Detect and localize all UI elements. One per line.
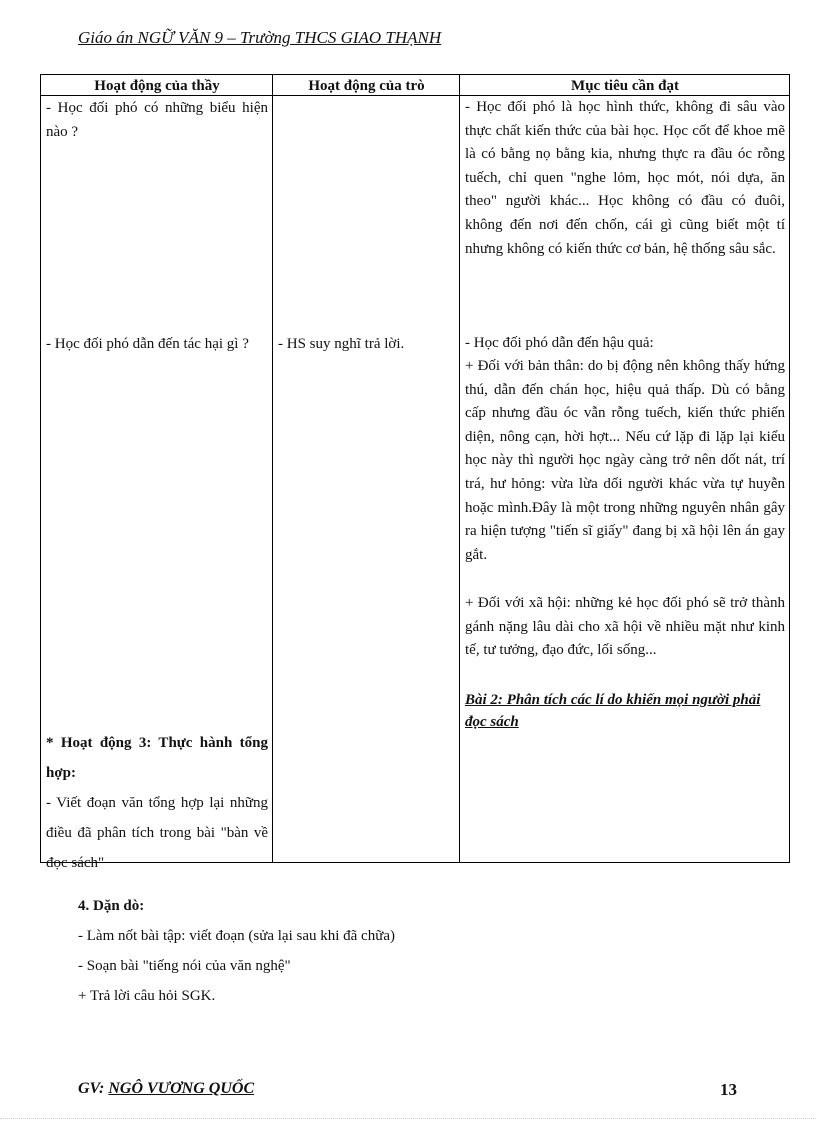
goal-paragraph-4: + Đối với xã hội: những kẻ học đối phó sẽ trở thành gánh nặng lâu dài cho xã hội về nhiều mặt như kinh tế, tư tưởng, đạo đức, lối sống... xyxy=(465,595,785,659)
table-row xyxy=(41,96,790,863)
column-header-student: Hoạt động của trò xyxy=(273,75,460,96)
student-cell xyxy=(273,96,460,863)
goal-paragraph-1: - Học đối phó là học hình thức, không đi sâu vào thực chất kiến thức của bài học. Học cốt để khoe mẽ là có bằng nọ bằng kia, nhưng thực ra đầu óc rỗng tuếch, chỉ quen "nghe lỏm, học mót, nói dựa, ăn theo" người khác... Học không có đầu có đuôi, không đến nơi đến chốn, cái gì cũng biết một tí nhưng không có kiến thức cơ bản, hệ thống sâu sắc. xyxy=(465,99,785,257)
teacher-question-2: - Học đối phó dẫn đến tác hại gì ? xyxy=(46,336,249,352)
column-header-teacher: Hoạt động của thầy xyxy=(41,75,273,96)
homework-item-1: - Làm nốt bài tập: viết đoạn (sửa lại sau khi đã chữa) xyxy=(78,928,395,944)
activity-3-text: - Viết đoạn văn tổng hợp lại những điều đã phân tích trong bài "bàn về đọc sách" xyxy=(46,795,268,871)
goal-paragraph-3: + Đối với bản thân: do bị động nên không thấy hứng thú, dẫn đến chán học, hiệu quả thấp. Dù có bằng cấp nhưng đầu óc vẫn rỗng tuếch, kiến thức phiến diện, nông cạn, hời hợt... Nếu cứ lặp đi lặp lại kiểu học này thì người học ngày càng trở nên dốt nát, trí trá, hư hỏng: vừa lừa dối người khác vừa tự huyễn hoặc mình.Đây là một trong những nguyên nhân gây ra hiện tượng "tiến sĩ giấy" đang bị xã hội lên án gay gắt. xyxy=(465,358,785,563)
goal-paragraph-2: - Học đối phó dẫn đến hậu quả: xyxy=(465,335,654,351)
activity-3-title: * Hoạt động 3: Thực hành tổng hợp: xyxy=(46,735,268,781)
column-header-goals: Mục tiêu cần đạt xyxy=(460,75,790,96)
footer-label: GV: xyxy=(78,1080,109,1097)
homework-title: 4. Dặn dò: xyxy=(78,898,145,914)
goals-cell xyxy=(460,96,790,863)
homework-item-2: - Soạn bài "tiếng nói của văn nghệ" xyxy=(78,958,291,974)
teacher-name: NGÔ VƯƠNG QUỐC xyxy=(108,1080,255,1097)
teacher-cell xyxy=(41,96,273,871)
document-header: Giáo án NGỮ VĂN 9 – Trường THCS GIAO THẠNH xyxy=(78,28,442,47)
table-header-row xyxy=(41,75,790,96)
student-answer: - HS suy nghĩ trả lời. xyxy=(278,336,405,352)
page-bottom-divider xyxy=(0,1118,816,1119)
page-number: 13 xyxy=(720,1080,737,1099)
lesson-table xyxy=(40,74,790,871)
footer-teacher xyxy=(78,1080,254,1098)
exercise-2-title: Bài 2: Phân tích các lí do khiến mọi người phải đọc sách xyxy=(465,692,761,730)
homework-item-3: + Trả lời câu hỏi SGK. xyxy=(78,988,216,1004)
teacher-question-1: - Học đối phó có những biểu hiện nào ? xyxy=(46,100,268,140)
